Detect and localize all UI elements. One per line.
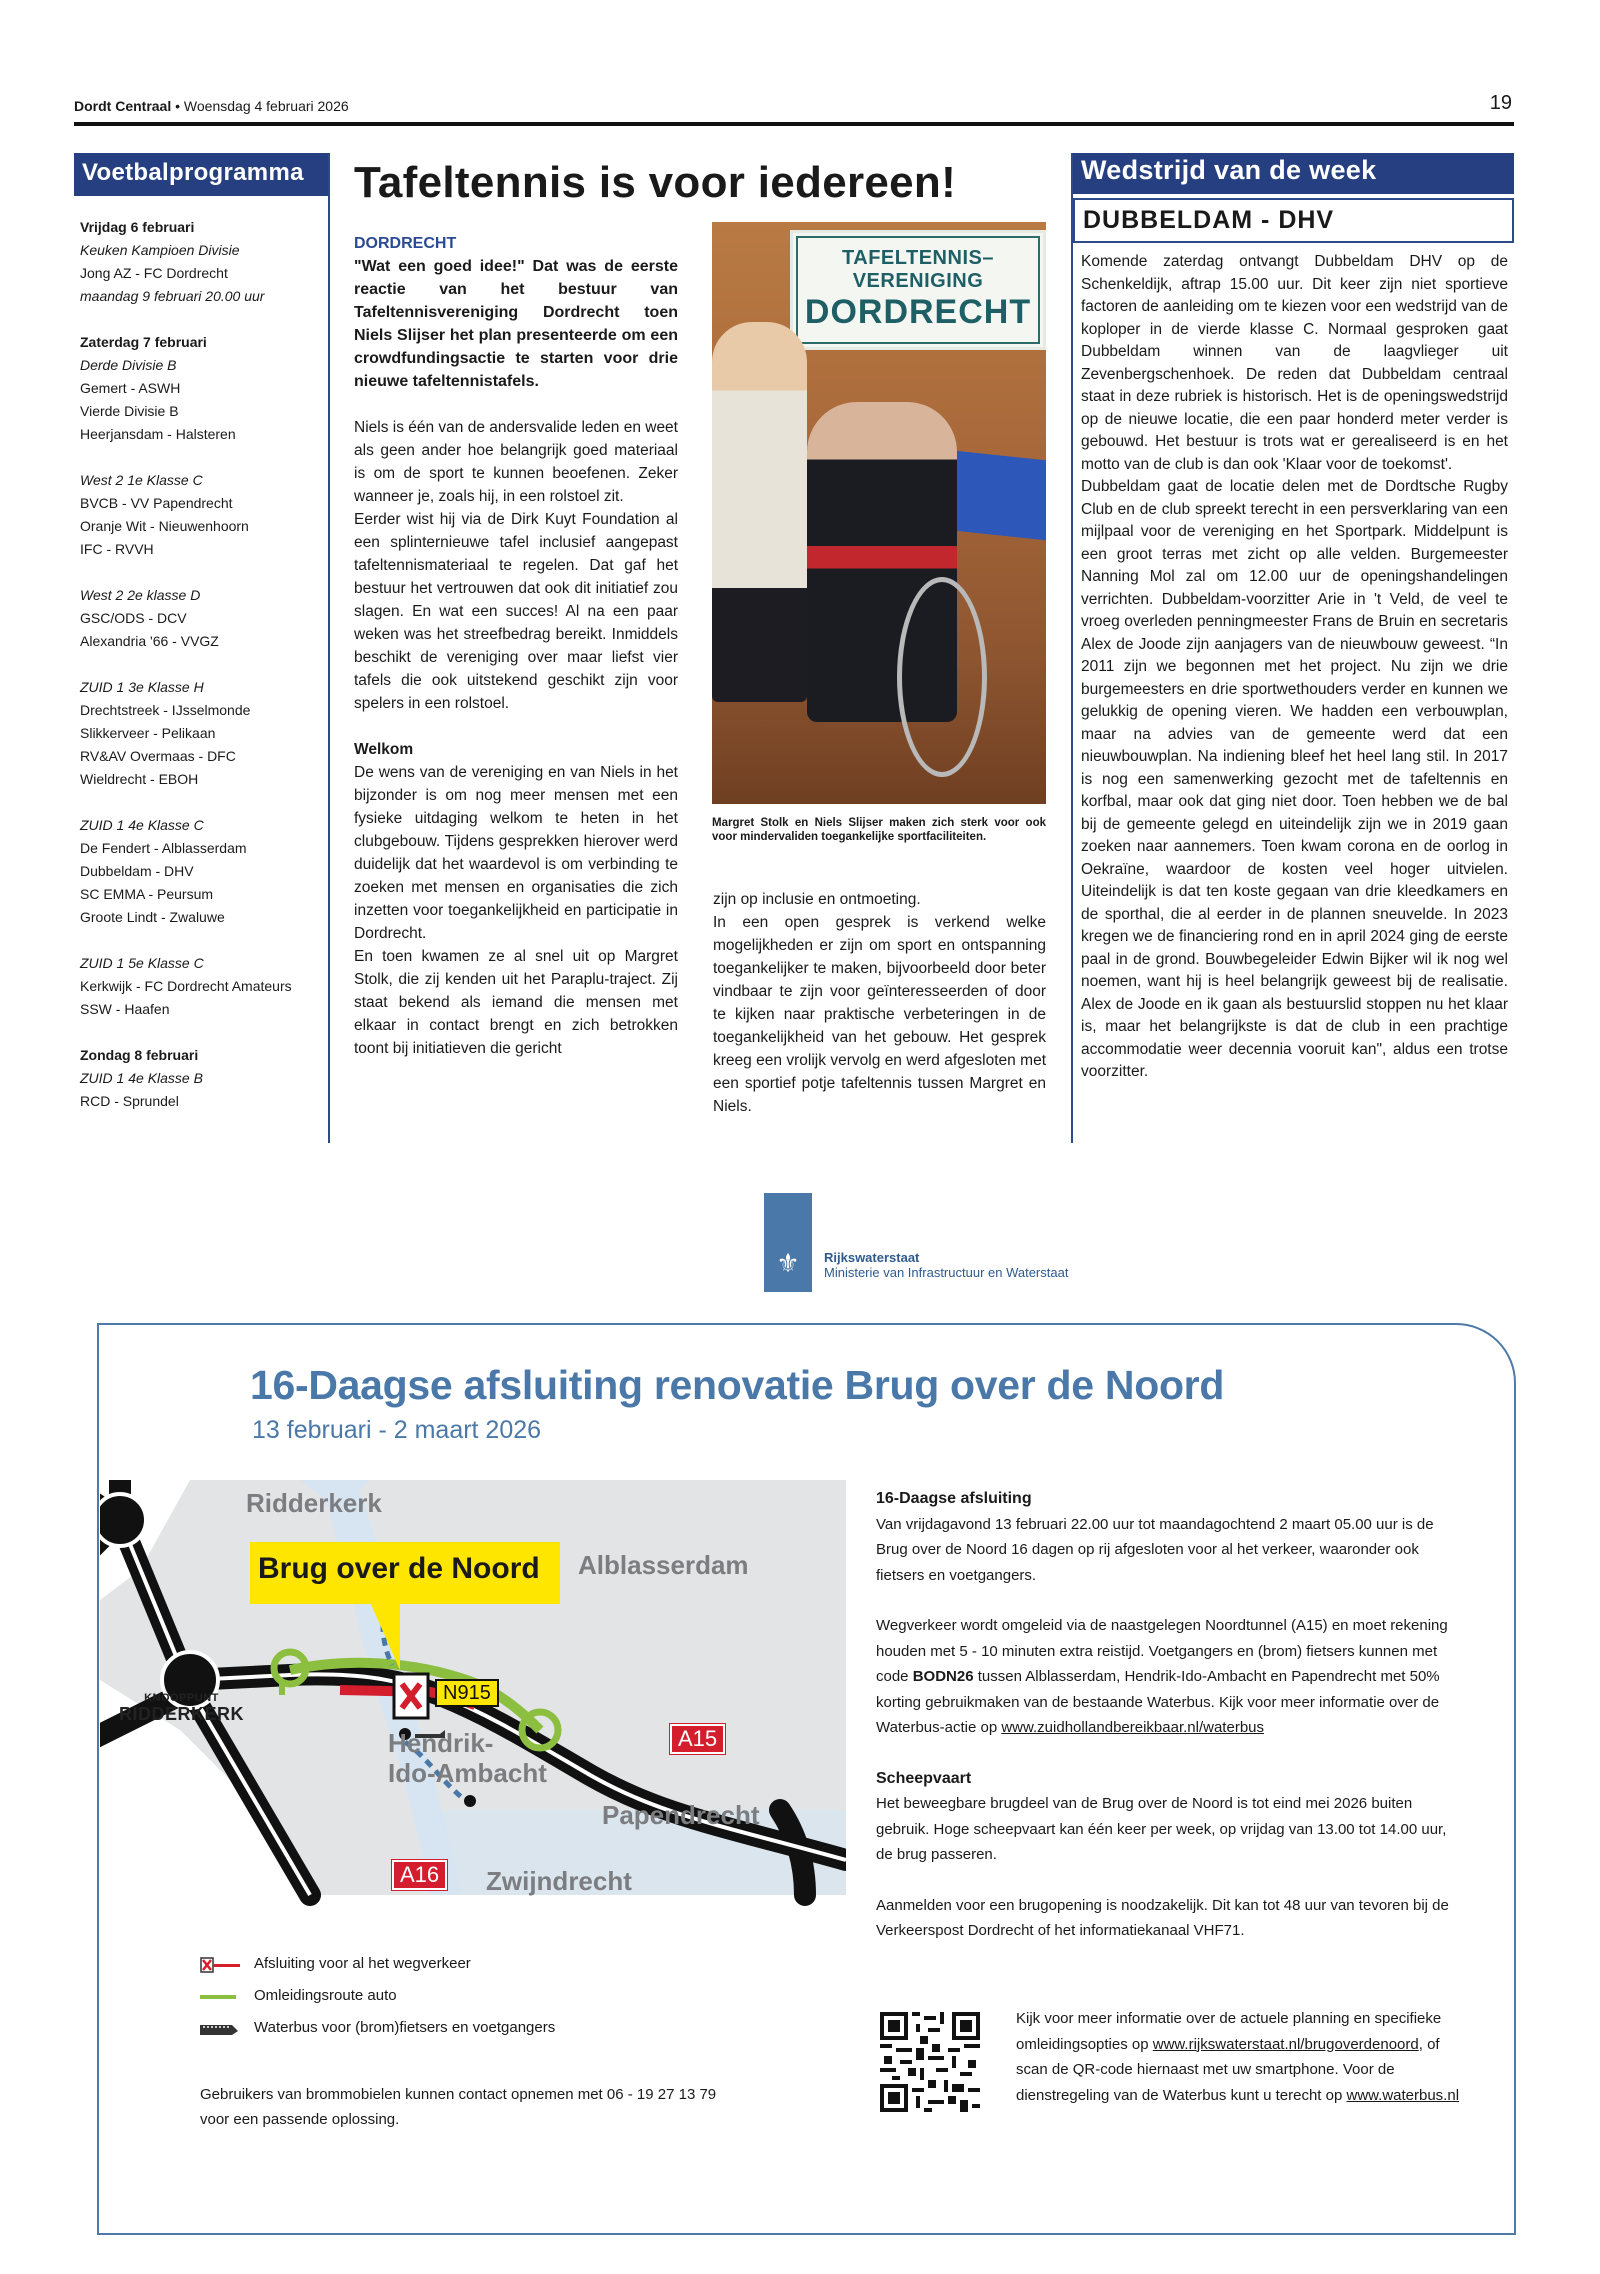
fixture-day: Zaterdag 7 februari	[80, 334, 207, 350]
ad-title: 16-Daagse afsluiting renovatie Brug over de Noord	[250, 1362, 1225, 1408]
info-paragraph: Van vrijdagavond 13 februari 22.00 uur tot maandagochtend 2 maart 05.00 uur is de Brug over de Noord 16 dagen op rij afgesloten voor al het verkeer, waaronder ook fietsers en voetgangers.	[876, 1515, 1434, 1584]
fixture-class: ZUID 1 5e Klasse C	[80, 955, 204, 971]
bridge-callout: Brug over de Noord	[250, 1542, 560, 1604]
article-subhead: Welkom	[354, 741, 414, 758]
info-heading-scheepvaart: Scheepvaart	[876, 1769, 972, 1787]
fixture-class: West 2 1e Klasse C	[80, 472, 203, 488]
road-sign-a16: A16	[392, 1860, 447, 1890]
fixture-match: Alexandria '66 - VVGZ	[80, 633, 219, 649]
photo-caption: Margret Stolk en Niels Slijser maken zich sterk voor ook voor mindervaliden toegankelijke sportfaciliteiten.	[712, 817, 1046, 843]
fixture-match: Wieldrecht - EBOH	[80, 771, 199, 787]
fixture-match: RV&AV Overmaas - DFC	[80, 748, 236, 764]
legend-label: Afsluiting voor al het wegverkeer	[254, 1955, 471, 1972]
publication-name: Dordt Centraal	[74, 98, 172, 114]
article-paragraph: Eerder wist hij via de Dirk Kuyt Foundation al een splinternieuwe tafel inclusief aangepast tafeltennismateriaal te regelen. Dat gaf het bestuur het vertrouwen dat ook dit initiatief zou slagen. En wat een succes! Al na een paar weken was het streefbedrag bereikt. Inmiddels beschikt de vereniging over maar liefst vier tafels die ook uitstekend geschikt zijn voor spelers in een rolstoel.	[354, 511, 678, 712]
brommobiel-line: Gebruikers van brommobielen kunnen contact opnemen met 06 - 19 27 13 79	[200, 2086, 717, 2103]
fixture-group	[80, 952, 322, 1021]
legend-label: Omleidingsroute auto	[254, 1987, 397, 2004]
info-heading-afsluiting: 16-Daagse afsluiting	[876, 1490, 1032, 1507]
fixture-match: Heerjansdam - Halsteren	[80, 426, 236, 442]
sign-line: VERENIGING	[852, 270, 984, 292]
fixture-class: ZUID 1 4e Klasse C	[80, 817, 204, 833]
royal-crest-icon: ⚜	[776, 1248, 800, 1278]
fixture-match: Slikkerveer - Pelikaan	[80, 725, 216, 741]
detour-line-icon	[200, 1989, 240, 2005]
fixture-match: GSC/ODS - DCV	[80, 610, 187, 626]
fixture-match: Gemert - ASWH	[80, 380, 181, 396]
club-sign	[790, 230, 1046, 350]
fixture-day: Zondag 8 februari	[80, 1047, 199, 1063]
person-standing	[712, 322, 807, 702]
road-sign-a15: A15	[670, 1724, 725, 1754]
place-zwijndrecht: Zwijndrecht	[486, 1866, 632, 1896]
detour-map	[100, 1480, 846, 1920]
fixture-class: Derde Divisie B	[80, 357, 177, 373]
info-paragraph: Aanmelden voor een brugopening is noodzakelijk. Dit kan tot 48 uur van tevoren bij de Verkeerspost Dordrecht of het informatiekanaal VHF71.	[876, 1896, 1449, 1939]
logo-name: Rijkswaterstaat	[824, 1250, 920, 1265]
waterbus-action-link[interactable]: www.zuidhollandbereikbaar.nl/waterbus	[1001, 1719, 1264, 1736]
fixture-match: SC EMMA - Peursum	[80, 886, 214, 902]
header-separator: •	[175, 98, 181, 114]
fixture-class: ZUID 1 4e Klasse B	[80, 1070, 203, 1086]
wedstrijd-body	[1073, 243, 1514, 1084]
ad-subtitle: 13 februari - 2 maart 2026	[252, 1416, 542, 1444]
article-paragraph: De wens van de vereniging en van Niels in het bijzonder is om nog meer mensen met een fysieke uitdaging welkom te heten in het clubgebouw. Tijdens gesprekken hierover werd duidelijk dat het waardevol is om verbinding te zoeken met mensen en organisaties die zich inzetten voor toegankelijkheid en participatie in Dordrecht.	[354, 764, 678, 942]
fixture-match: Vierde Divisie B	[80, 403, 179, 419]
page-number: 19	[1489, 92, 1512, 114]
wheelchair-wheel	[897, 577, 987, 777]
ad-info-text	[876, 1486, 1466, 1969]
info-paragraph	[876, 1613, 1466, 1741]
article-column-1	[354, 232, 678, 1060]
waterbus-link[interactable]: www.waterbus.nl	[1346, 2086, 1460, 2104]
brommobiel-notice	[200, 2082, 716, 2132]
road-sign-n915: N915	[435, 1679, 499, 1707]
fixture-group	[80, 676, 322, 791]
publication-line	[74, 98, 349, 114]
info-text: tussen Alblasserdam, Hendrik-Ido-Ambacht en Papendrecht met 50% korting gebruikmaken van de bestaande Waterbus. Kijk voor meer informatie over de Waterbus-actie op	[876, 1668, 1440, 1736]
fixture-match: Groote Lindt - Zwaluwe	[80, 909, 225, 925]
sign-line: DORDRECHT	[804, 293, 1032, 331]
sign-line: TAFELTENNIS–	[842, 247, 994, 269]
article-kicker: DORDRECHT	[354, 235, 457, 252]
fixture-group	[80, 814, 322, 929]
info-text: , of scan de QR-code hiernaast met uw smartphone. Voor de dienstregeling van de Waterbus kunt u terecht op	[1016, 2035, 1440, 2104]
fixture-day: Vrijdag 6 februari	[80, 219, 195, 235]
place-ridderkerk: Ridderkerk	[246, 1488, 382, 1518]
wedstrijd-title: Wedstrijd van de week	[1073, 153, 1514, 194]
place-papendrecht: Papendrecht	[602, 1800, 760, 1830]
logo-ministry: Ministerie van Infrastructuur en Waterstaat	[824, 1265, 1069, 1280]
discount-code: BODN26	[912, 1668, 974, 1685]
wedstrijd-match: DUBBELDAM - DHV	[1073, 198, 1514, 243]
place-alblasserdam: Alblasserdam	[578, 1550, 749, 1580]
rijkswaterstaat-link[interactable]: www.rijkswaterstaat.nl/brugoverdenoord	[1152, 2035, 1419, 2053]
fixture-class: ZUID 1 3e Klasse H	[80, 679, 204, 695]
knooppunt-big: RIDDERKERK	[119, 1704, 245, 1724]
voetbal-list	[74, 196, 328, 1113]
qr-code-icon[interactable]	[880, 2012, 980, 2112]
fixture-group	[80, 584, 322, 653]
publication-date: Woensdag 4 februari 2026	[183, 98, 349, 114]
fixture-match: Dubbeldam - DHV	[80, 863, 194, 879]
qr-section	[876, 2006, 1466, 2126]
info-text: Wegverkeer wordt omgeleid via de naastgelegen Noordtunnel (A15) en moet rekening houden met 5 - 10 minuten extra reistijd. Voetgangers en (brom) fietsers kunnen met code	[876, 1617, 1448, 1685]
place-label-line: Ido-Ambacht	[388, 1758, 547, 1788]
fixture-match: Oranje Wit - Nieuwenhoorn	[80, 518, 249, 534]
waterbus-icon	[200, 2021, 240, 2037]
fixture-match: Jong AZ - FC Dordrecht	[80, 265, 228, 281]
info-paragraph: Het beweegbare brugdeel van de Brug over de Noord is tot eind mei 2026 buiten gebruik. Hoge scheepvaart kan één keer per week, op vrijdag van 13.00 tot 14.00 uur, de brug passeren.	[876, 1795, 1447, 1863]
fixture-match: Drechtstreek - IJsselmonde	[80, 702, 251, 718]
closure-icon	[200, 1957, 240, 1973]
brommobiel-line: voor een passende oplossing.	[200, 2111, 400, 2128]
fixture-class: maandag 9 februari 20.00 uur	[80, 288, 265, 304]
wedstrijd-paragraph: Dubbeldam gaat de locatie delen met de Dordtsche Rugby Club en de club spreekt terecht in een persverklaring van een mijlpaal voor de vereniging en het Sportpark. Middelpunt is een groot terras met zicht op alle velden. Burgemeester Nanning Mol zal om 12.00 uur de openingshandelingen verrichten. Dubbeldam-voorzitter Arie in 't Veld, de veel te vroeg overleden penningmeester Frans de Bruin en secretaris Alex de Joode zijn aanjagers van de nieuwbouw geweest. “In 2011 zijn we begonnen met het project. Nu zijn we drie burgemeesters en drie sportwethouders verder en kunnen we gelukkig de opening vieren. We hadden een verbouwplan, maar na advies van de gemeente werd dat een nieuwbouwplan. Na indiening bleef het heel lang stil. In 2017 is nog een samenwerking gezocht met de tafeltennis en korfbal, maar ook dat ging niet door. Toen hebben we de bal bij de gemeente gelegd en uiteindelijk zijn we in 2019 gaan zoeken naar aannemers. Toen kwam corona en de oorlog in Oekraïne, waardoor de kosten veel hoger uitvielen. Uiteindelijk is dat ten koste gegaan van drie kleedkamers en de sporthal, die al eerder in de plannen sneuvelde. In 2023 kregen we de financiering rond en in april 2024 ging de eerste paal in de grond. Bouwbegeleider Edwin Bijker wil ik nog wel noemen, want hij is heel belangrijk geweest bij de realisatie. Alex de Joode en ik gaan als bestuurslid stoppen nu het klaar is, maar het belangrijkste is dat de club in een prachtige accommodatie weer decennia vooruit kan", aldus een trotse voorzitter.	[1081, 478, 1508, 1080]
fixture-group	[80, 331, 322, 446]
knooppunt-ridderkerk	[119, 1692, 244, 1725]
article-photo	[712, 222, 1046, 804]
fixture-group	[80, 216, 322, 308]
place-label-line: Hendrik-	[388, 1728, 494, 1758]
wedstrijd-van-de-week	[1071, 153, 1514, 1143]
article-lead: "Wat een goed idee!" Dat was de eerste reactie van het bestuur van Tafeltennisvereniging Dordrecht toen Niels Slijser het plan presenteerde om een crowdfundingsactie te starten voor drie nieuwe tafeltennistafels.	[354, 258, 678, 390]
knooppunt-small: KNOOPPUNT	[144, 1692, 219, 1704]
fixture-match: De Fendert - Alblasserdam	[80, 840, 247, 856]
article-paragraph: En toen kwamen ze al snel uit op Margret Stolk, die zij kenden uit het Paraplu-traject. Zij staat bekend als iemand die mensen met elkaar in contact brengt en zich betrokken toont bij initiatieven die gericht	[354, 948, 678, 1057]
page-header	[74, 92, 1514, 126]
article-paragraph: Niels is één van de andersvalide leden en weet als geen ander hoe belangrijk goed materiaal is om de sport te kunnen beoefenen. Zeker wanneer je, zoals hij, in een rolstoel zit.	[354, 419, 678, 505]
fixture-match: SSW - Haafen	[80, 1001, 170, 1017]
qr-text	[1016, 2006, 1466, 2108]
article-column-2	[713, 888, 1046, 1118]
article-paragraph: In een open gesprek is verkend welke mogelijkheden er zijn om sport en ontspanning toegankelijker te maken, bijvoorbeeld door beter vindbaar te zijn voor geïnteresseerden of door te kijken naar praktische verbeteringen in de toegankelijkheid van het gebouw. Het gesprek kreeg een vrolijk vervolg en werd afgesloten met een sportief potje tafeltennis tussen Margret en Niels.	[713, 914, 1046, 1115]
info-text: Kijk voor meer informatie over de actuele planning en specifieke omleidingsopties op	[1016, 2010, 1442, 2053]
voetbal-title: Voetbalprogramma	[74, 153, 328, 196]
place-hendrik-ido-ambacht	[388, 1728, 547, 1788]
fixture-match: IFC - RVVH	[80, 541, 154, 557]
fixture-match: RCD - Sprundel	[80, 1093, 179, 1109]
fixture-class: Keuken Kampioen Divisie	[80, 242, 240, 258]
voetbal-programma	[74, 153, 330, 1143]
fixture-match: Kerkwijk - FC Dordrecht Amateurs	[80, 978, 292, 994]
legend-label: Waterbus voor (brom)fietsers en voetgangers	[254, 2019, 556, 2036]
fixture-group	[80, 469, 322, 561]
wedstrijd-paragraph: Komende zaterdag ontvangt Dubbeldam DHV op de Schenkeldijk, aftrap 15.00 uur. Dit keer zijn niet sportieve factoren de aanleiding om te kiezen voor een wedstrijd van de koploper in de vierde klasse C. Normaal gesproken gaat Dubbeldam winnen van de laagvlieger uit Zevenbergschenhoek. De reden dat Dubbeldam centraal staat in deze rubriek is historisch. Het is de openingswedstrijd op de nieuwe locatie, die een paar honderd meter verder is gebouwd. Het bestuur is trots wat er gerealiseerd is en het motto van de club is dan ook 'Klaar voor de toekomst'.	[1081, 253, 1508, 473]
article-headline: Tafeltennis is voor iedereen!	[354, 158, 957, 207]
article-paragraph: zijn op inclusie en ontmoeting.	[713, 891, 921, 908]
fixture-match: BVCB - VV Papendrecht	[80, 495, 233, 511]
fixture-class: West 2 2e klasse D	[80, 587, 201, 603]
fixture-group	[80, 1044, 322, 1113]
